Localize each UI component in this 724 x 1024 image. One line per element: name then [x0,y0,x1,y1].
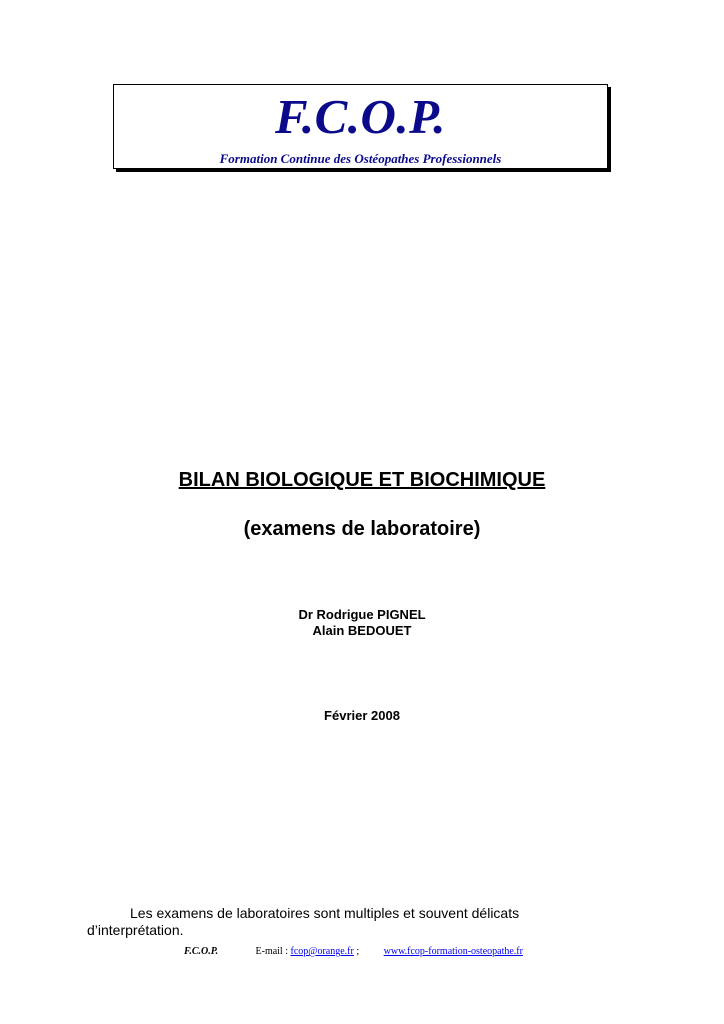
footer-separator: ; [356,946,360,957]
footer-email-link[interactable]: fcop@orange.fr [290,946,354,957]
document-title: BILAN BIOLOGIQUE ET BIOCHIMIQUE [178,469,546,491]
footer-brand: F.C.O.P. [184,946,219,957]
document-subtitle: (examens de laboratoire) [243,518,481,540]
footer-website-link[interactable]: www.fcop-formation-osteopathe.fr [383,946,523,957]
header-box [113,84,608,169]
document-date: Février 2008 [324,708,400,723]
footer-email-label: E-mail : [255,946,288,957]
brand-title: F.C.O.P. [274,89,447,144]
author-name: Dr Rodrigue PIGNEL [298,607,426,622]
page-footer [184,945,523,958]
brand-subtitle: Formation Continue des Ostéopathes Professionnels [219,151,502,166]
author-name: Alain BEDOUET [312,623,412,638]
intro-paragraph: Les examens de laboratoires sont multiples et souvent délicats d’interprétation. [87,905,520,938]
